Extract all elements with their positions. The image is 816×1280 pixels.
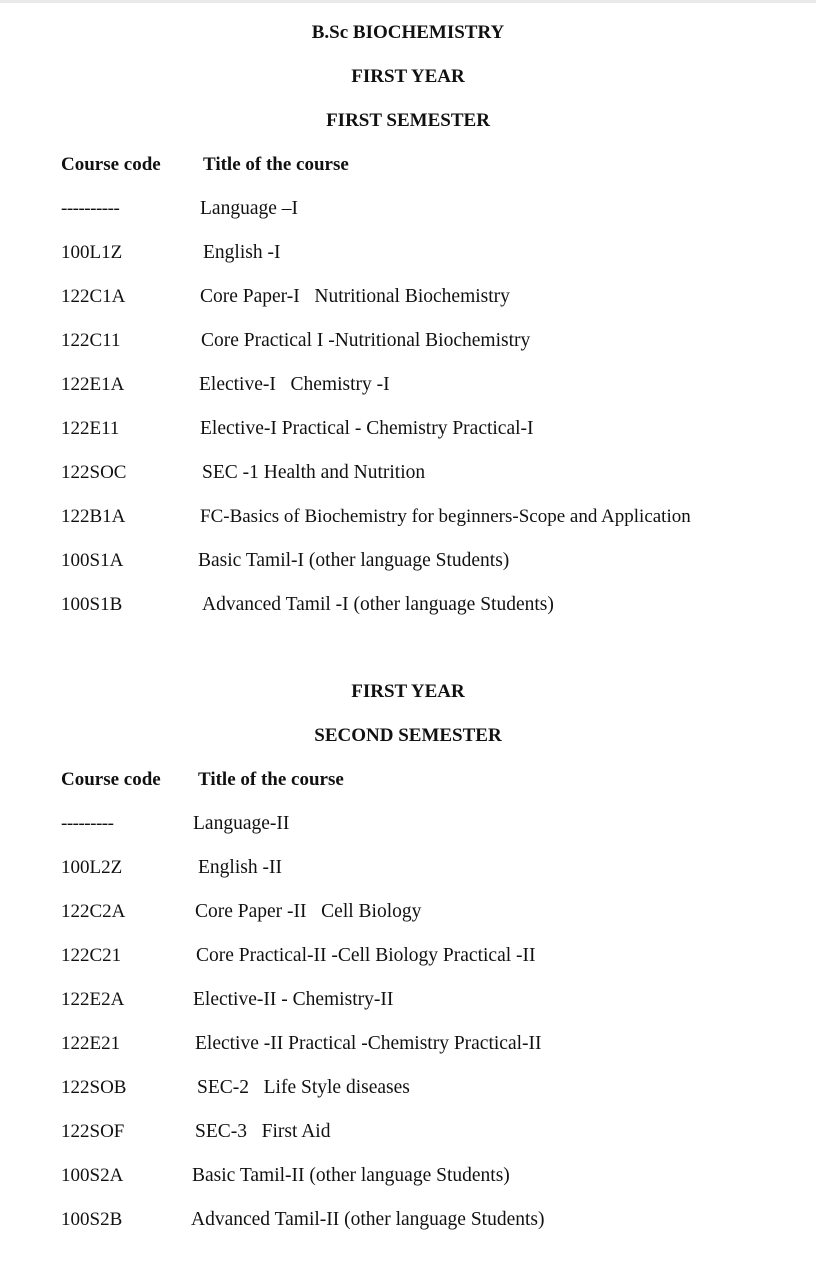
semester-heading-1: FIRST SEMESTER xyxy=(326,110,490,131)
sem1-title-1: Language –I xyxy=(200,198,298,219)
sem2-title-3: Core Paper -II Cell Biology xyxy=(195,901,422,922)
sem1-title-2: English -I xyxy=(203,242,281,263)
sem1-title-5: Elective-I Chemistry -I xyxy=(199,374,390,395)
course-code-header-1: Course code xyxy=(61,154,161,175)
semester-heading-2: SECOND SEMESTER xyxy=(314,725,502,746)
sem2-title-8: SEC-3 First Aid xyxy=(195,1121,331,1142)
sem2-title-2: English -II xyxy=(198,857,282,878)
year-heading-2: FIRST YEAR xyxy=(351,681,465,702)
sem2-title-6: Elective -II Practical -Chemistry Practical-II xyxy=(195,1033,542,1054)
sem2-code-9: 100S2A xyxy=(61,1165,124,1186)
top-border xyxy=(0,0,816,3)
course-title-header-1: Title of the course xyxy=(203,154,349,175)
sem1-title-6: Elective-I Practical - Chemistry Practical-I xyxy=(200,418,534,439)
sem2-title-7: SEC-2 Life Style diseases xyxy=(197,1077,410,1098)
sem1-code-4: 122C11 xyxy=(61,330,121,351)
sem1-title-4: Core Practical I -Nutritional Biochemistry xyxy=(201,330,531,351)
sem1-code-7: 122SOC xyxy=(61,462,127,483)
sem1-title-3: Core Paper-I Nutritional Biochemistry xyxy=(200,286,510,307)
sem1-code-2: 100L1Z xyxy=(61,242,123,263)
sem2-code-5: 122E2A xyxy=(61,989,125,1010)
sem1-code-9: 100S1A xyxy=(61,550,124,571)
sem1-code-10: 100S1B xyxy=(61,594,123,615)
course-title-header-2: Title of the course xyxy=(198,769,344,790)
sem2-title-1: Language-II xyxy=(193,813,290,834)
sem1-title-8: FC-Basics of Biochemistry for beginners-Scope and Application xyxy=(200,506,691,527)
sem2-code-10: 100S2B xyxy=(61,1209,123,1230)
sem2-code-8: 122SOF xyxy=(61,1121,125,1142)
sem1-title-9: Basic Tamil-I (other language Students) xyxy=(198,550,510,571)
sem2-code-3: 122C2A xyxy=(61,901,126,922)
sem2-code-2: 100L2Z xyxy=(61,857,123,878)
sem2-title-4: Core Practical-II -Cell Biology Practical -II xyxy=(196,945,536,966)
course-code-header-2: Course code xyxy=(61,769,161,790)
sem2-title-10: Advanced Tamil-II (other language Students) xyxy=(191,1209,545,1230)
sem2-title-9: Basic Tamil-II (other language Students) xyxy=(192,1165,510,1186)
sem1-title-7: SEC -1 Health and Nutrition xyxy=(202,462,426,483)
sem1-title-10: Advanced Tamil -I (other language Students) xyxy=(202,594,554,615)
sem2-code-6: 122E21 xyxy=(61,1033,121,1054)
sem1-code-5: 122E1A xyxy=(61,374,125,395)
sem2-title-5: Elective-II - Chemistry-II xyxy=(193,989,394,1010)
sem1-code-8: 122B1A xyxy=(61,506,126,527)
year-heading-1: FIRST YEAR xyxy=(351,66,465,87)
sem2-code-1: --------- xyxy=(61,813,114,834)
sem2-code-4: 122C21 xyxy=(61,945,122,966)
sem1-code-3: 122C1A xyxy=(61,286,126,307)
sem1-code-1: ---------- xyxy=(61,198,120,219)
sem1-code-6: 122E11 xyxy=(61,418,120,439)
program-title: B.Sc BIOCHEMISTRY xyxy=(311,22,505,43)
sem2-code-7: 122SOB xyxy=(61,1077,127,1098)
